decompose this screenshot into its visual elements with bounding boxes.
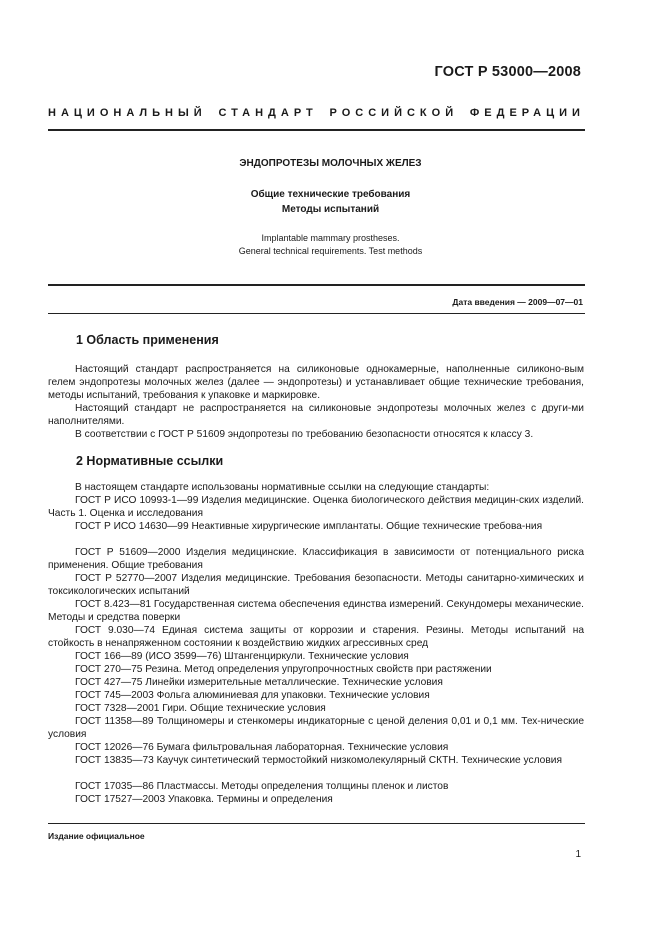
title-divider [48, 284, 585, 286]
footer-divider [48, 823, 585, 824]
top-divider [48, 129, 585, 131]
reference-item: ГОСТ 427—75 Линейки измерительные металлические. Технические условия [75, 677, 443, 688]
reference-item: ГОСТ 17035—86 Пластмассы. Методы определения толщины пленок и листов [75, 781, 449, 792]
reference-item: ГОСТ 166—89 (ИСО 3599—76) Штангенциркули. Технические условия [75, 651, 409, 662]
reference-item: ГОСТ 17527—2003 Упаковка. Термины и определения [75, 794, 333, 805]
paragraph: Настоящий стандарт распространяется на силиконовые однокамерные, наполненные силиконо-вым гелем эндопротезы молочных желез (далее — эндопротезы) и устанавливает общие технические требования, методы испытаний, требования к упаковке и маркировке. [48, 364, 584, 401]
english-title: General technical requirements. Test methods [238, 246, 423, 256]
paragraph: В настоящем стандарте использованы нормативные ссылки на следующие стандарты: [75, 482, 490, 493]
official-edition-label: Издание официальное [48, 831, 145, 841]
date-divider [48, 313, 585, 314]
reference-item: ГОСТ Р 51609—2000 Изделия медицинские. Классификация в зависимости от потенциального риска применения. Общие требования [48, 547, 584, 571]
reference-item: ГОСТ 13835—73 Каучук синтетический термостойкий низкомолекулярный СКТН. Технические условия [75, 755, 562, 766]
banner-word: НАЦИОНАЛЬНЫЙ [48, 107, 207, 119]
reference-item: ГОСТ 7328—2001 Гири. Общие технические условия [75, 703, 326, 714]
banner-word: СТАНДАРТ [218, 107, 318, 119]
reference-item: ГОСТ 12026—76 Бумага фильтровальная лабораторная. Технические условия [75, 742, 449, 753]
reference-item: ГОСТ 270—75 Резина. Метод определения упругопрочностных свойств при растяжении [75, 664, 492, 675]
reference-item: ГОСТ 9.030—74 Единая система защиты от коррозии и старения. Резины. Методы испытаний на стойкость в ненапряженном состоянии к воздействию жидких агрессивных сред [48, 625, 584, 649]
reference-item: ГОСТ 11358—89 Толщиномеры и стенкомеры индикаторные с ценой деления 0,01 и 0,1 мм. Тех-нические условия [48, 716, 584, 740]
document-subtitle: Общие технические требования [250, 189, 411, 200]
reference-item: ГОСТ Р ИСО 10993-1—99 Изделия медицинские. Оценка биологического действия медицин-ских изделий. Часть 1. Оценка и исследования [48, 495, 584, 519]
paragraph: Настоящий стандарт не распространяется на силиконовые эндопротезы молочных желез с други-ми наполнителями. [48, 403, 584, 427]
section-heading: 2 Нормативные ссылки [76, 454, 224, 468]
section-heading: 1 Область применения [76, 333, 219, 347]
banner-word: ФЕДЕРАЦИИ [469, 107, 585, 119]
page-number: 1 [575, 849, 581, 860]
reference-item: ГОСТ 745—2003 Фольга алюминиевая для упаковки. Технические условия [75, 690, 430, 701]
national-standard-banner [48, 107, 585, 119]
reference-item: ГОСТ Р 52770—2007 Изделия медицинские. Требования безопасности. Методы санитарно-химических и токсикологических испытаний [48, 573, 584, 597]
reference-item: ГОСТ 8.423—81 Государственная система обеспечения единства измерений. Секундомеры механические. Методы и средства поверки [48, 599, 584, 623]
document-subtitle: Методы испытаний [281, 204, 380, 215]
document-title: ЭНДОПРОТЕЗЫ МОЛОЧНЫХ ЖЕЛЕЗ [239, 158, 422, 169]
document-code: ГОСТ Р 53000—2008 [434, 64, 581, 80]
introduction-date: Дата введения — 2009—07—01 [452, 297, 583, 307]
paragraph: В соответствии с ГОСТ Р 51609 эндопротезы по требованию безопасности относятся к классу 3. [75, 429, 534, 440]
english-title: Implantable mammary prostheses. [261, 233, 400, 243]
reference-item: ГОСТ Р ИСО 14630—99 Неактивные хирургические имплантаты. Общие технические требова-ния [75, 521, 543, 532]
banner-word: РОССИЙСКОЙ [329, 107, 459, 119]
